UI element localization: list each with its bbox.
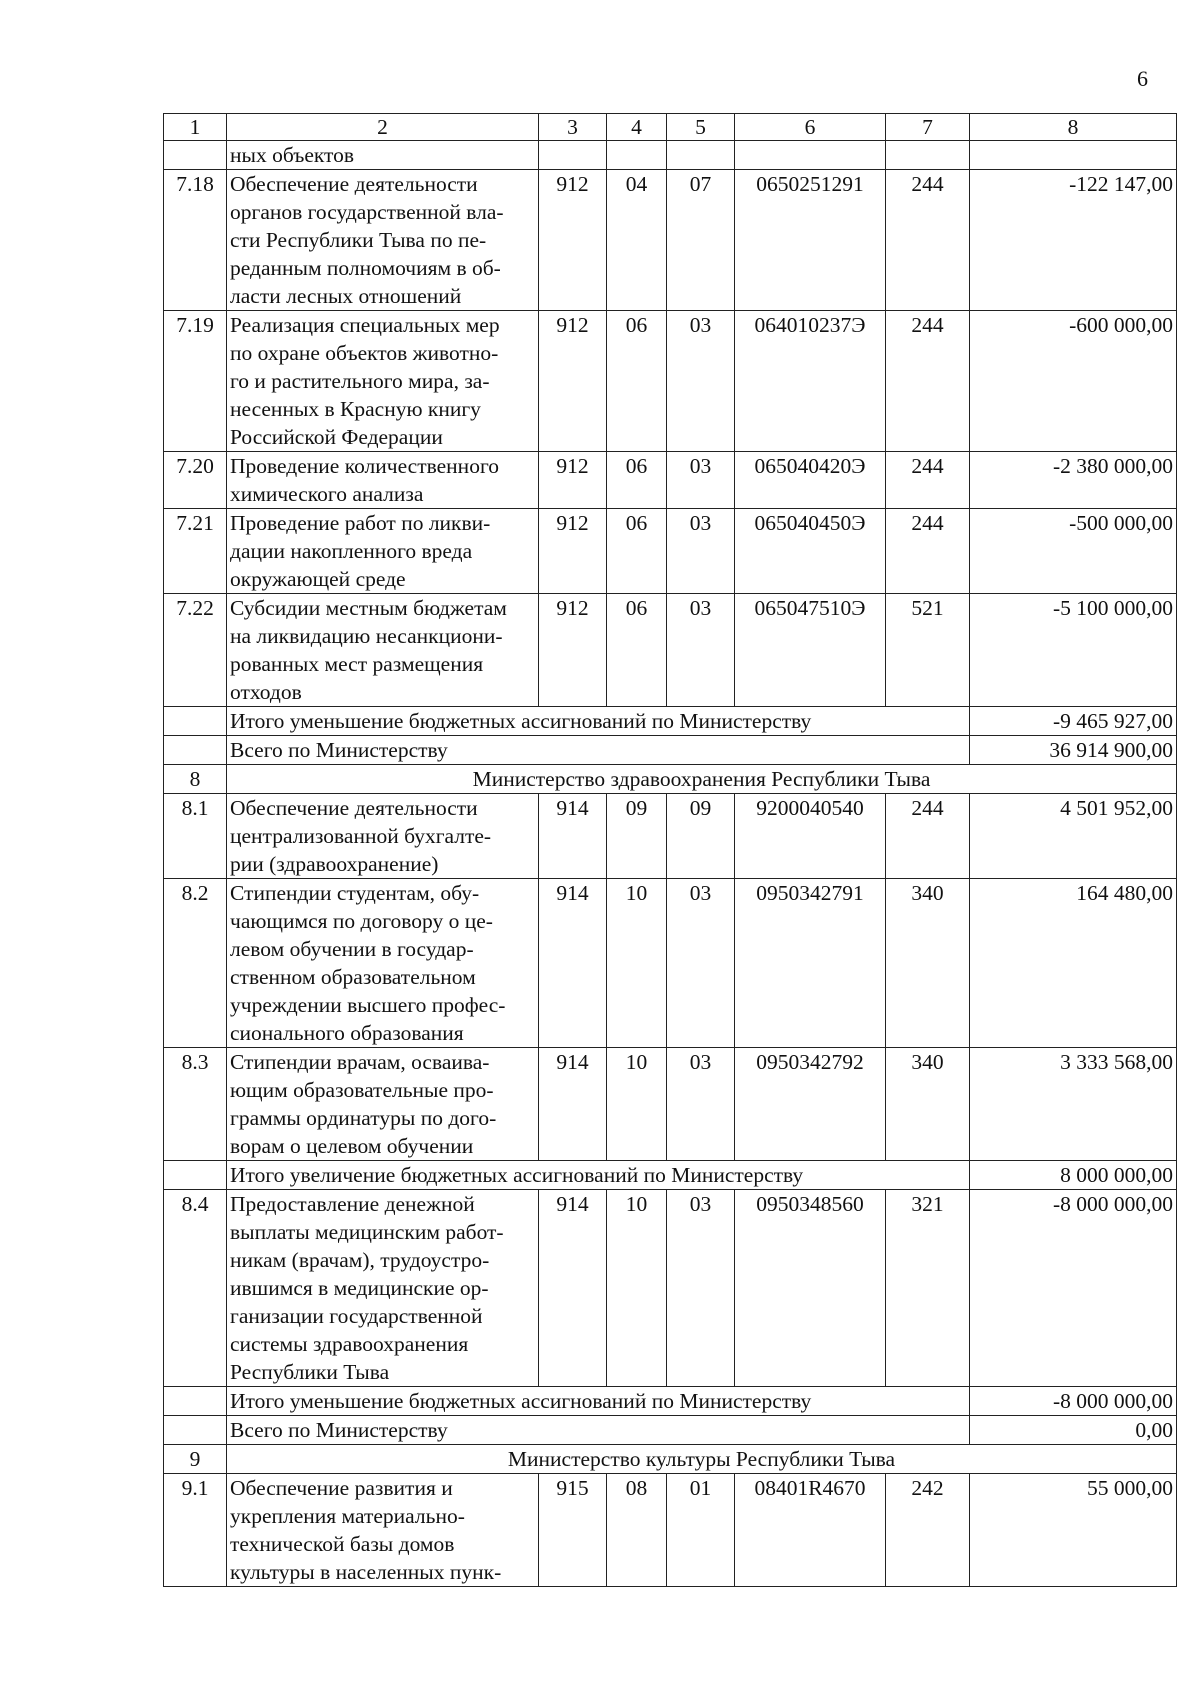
total-label: Итого уменьшение бюджетных ассигнований по Министерству <box>227 1387 970 1416</box>
item-name-line: рованных мест размещения <box>230 652 484 676</box>
item-name <box>227 311 539 452</box>
amount <box>970 141 1177 170</box>
item-name-line: системы здравоохранения <box>230 1332 469 1356</box>
item-name-line: ласти лесных отношений <box>230 284 462 308</box>
item-name-line: укрепления материально- <box>230 1504 465 1528</box>
row-number: 9.1 <box>164 1474 227 1587</box>
row-number <box>164 736 227 765</box>
row-number: 7.20 <box>164 452 227 509</box>
amount: -8 000 000,00 <box>970 1190 1177 1387</box>
target-article-code: 065040450Э <box>735 509 886 594</box>
table-row <box>164 452 1177 509</box>
table-row <box>164 879 1177 1048</box>
item-name-line: чающимся по договору о це- <box>230 909 493 933</box>
section-code: 06 <box>607 452 667 509</box>
section-code: 10 <box>607 1048 667 1161</box>
amount: -600 000,00 <box>970 311 1177 452</box>
item-name <box>227 141 539 170</box>
expense-type-code: 340 <box>886 1048 970 1161</box>
subsection-code: 03 <box>667 1048 735 1161</box>
item-name-line: Проведение работ по ликви- <box>230 511 491 535</box>
row-number: 8.1 <box>164 794 227 879</box>
item-name <box>227 452 539 509</box>
row-number: 8.4 <box>164 1190 227 1387</box>
target-article-code: 065040420Э <box>735 452 886 509</box>
item-name-line: ных объектов <box>230 143 355 167</box>
ministry-title: Министерство здравоохранения Республики Тыва <box>227 765 1177 794</box>
column-header-8: 8 <box>970 114 1177 141</box>
ministry-code: 912 <box>539 509 607 594</box>
ministry-code: 914 <box>539 1190 607 1387</box>
row-number: 7.21 <box>164 509 227 594</box>
total-amount: 36 914 900,00 <box>970 736 1177 765</box>
row-number <box>164 1161 227 1190</box>
item-name-line: технической базы домов <box>230 1532 455 1556</box>
section-code <box>607 141 667 170</box>
expense-type-code: 244 <box>886 311 970 452</box>
row-number <box>164 1416 227 1445</box>
section-code: 09 <box>607 794 667 879</box>
column-header-7: 7 <box>886 114 970 141</box>
total-row <box>164 707 1177 736</box>
item-name <box>227 879 539 1048</box>
item-name <box>227 594 539 707</box>
subsection-code: 03 <box>667 452 735 509</box>
ministry-code: 914 <box>539 879 607 1048</box>
expense-type-code: 242 <box>886 1474 970 1587</box>
target-article-code <box>735 141 886 170</box>
amount: -2 380 000,00 <box>970 452 1177 509</box>
row-number: 7.18 <box>164 170 227 311</box>
total-amount: 0,00 <box>970 1416 1177 1445</box>
item-name-line: го и растительного мира, за- <box>230 369 490 393</box>
item-name-line: сти Республики Тыва по пе- <box>230 228 487 252</box>
target-article-code: 0950342791 <box>735 879 886 1048</box>
item-name-line: ющим образовательные про- <box>230 1078 494 1102</box>
total-amount: -8 000 000,00 <box>970 1387 1177 1416</box>
total-label: Всего по Министерству <box>227 736 970 765</box>
item-name-line: окружающей среде <box>230 567 406 591</box>
section-code: 06 <box>607 509 667 594</box>
subsection-code: 03 <box>667 879 735 1048</box>
item-name-line: Реализация специальных мер <box>230 313 500 337</box>
expense-type-code: 244 <box>886 452 970 509</box>
target-article-code: 0950348560 <box>735 1190 886 1387</box>
item-name-line: Российской Федерации <box>230 425 443 449</box>
item-name <box>227 794 539 879</box>
page-number: 6 <box>1137 66 1148 91</box>
expense-type-code: 521 <box>886 594 970 707</box>
subsection-code: 03 <box>667 594 735 707</box>
target-article-code: 9200040540 <box>735 794 886 879</box>
item-name-line: рии (здравоохранение) <box>230 852 439 876</box>
item-name-line: отходов <box>230 680 302 704</box>
continuation-row <box>164 141 1177 170</box>
item-name-line: на ликвидацию несанкциони- <box>230 624 503 648</box>
item-name-line: сионального образования <box>230 1021 464 1045</box>
ministry-code: 914 <box>539 794 607 879</box>
total-amount: 8 000 000,00 <box>970 1161 1177 1190</box>
item-name-line: Стипендии врачам, осваива- <box>230 1050 490 1074</box>
total-row <box>164 1416 1177 1445</box>
column-header-6: 6 <box>735 114 886 141</box>
expense-type-code: 321 <box>886 1190 970 1387</box>
amount: 55 000,00 <box>970 1474 1177 1587</box>
row-number: 8.2 <box>164 879 227 1048</box>
item-name-line: никам (врачам), трудоустро- <box>230 1248 490 1272</box>
total-label: Итого увеличение бюджетных ассигнований по Министерству <box>227 1161 970 1190</box>
ministry-row <box>164 765 1177 794</box>
item-name-line: выплаты медицинским работ- <box>230 1220 504 1244</box>
item-name-line: химического анализа <box>230 482 424 506</box>
expense-type-code: 244 <box>886 170 970 311</box>
item-name-line: граммы ординатуры по дого- <box>230 1106 497 1130</box>
amount: 164 480,00 <box>970 879 1177 1048</box>
ministry-code: 912 <box>539 594 607 707</box>
item-name-line: ственном образовательном <box>230 965 476 989</box>
item-name-line: учреждении высшего профес- <box>230 993 506 1017</box>
subsection-code: 07 <box>667 170 735 311</box>
expense-type-code: 340 <box>886 879 970 1048</box>
total-row <box>164 1161 1177 1190</box>
row-number: 8.3 <box>164 1048 227 1161</box>
section-code: 06 <box>607 594 667 707</box>
budget-table <box>163 113 1177 1587</box>
item-name-line: дации накопленного вреда <box>230 539 473 563</box>
item-name-line: Субсидии местным бюджетам <box>230 596 507 620</box>
expense-type-code: 244 <box>886 794 970 879</box>
item-name-line: Республики Тыва <box>230 1360 390 1384</box>
total-amount: -9 465 927,00 <box>970 707 1177 736</box>
item-name-line: Обеспечение деятельности <box>230 172 478 196</box>
column-header-4: 4 <box>607 114 667 141</box>
row-number <box>164 1387 227 1416</box>
subsection-code: 09 <box>667 794 735 879</box>
item-name-line: культуры в населенных пунк- <box>230 1560 502 1584</box>
section-code: 10 <box>607 1190 667 1387</box>
ministry-code <box>539 141 607 170</box>
amount: 3 333 568,00 <box>970 1048 1177 1161</box>
section-code: 10 <box>607 879 667 1048</box>
ministry-code: 915 <box>539 1474 607 1587</box>
ministry-row <box>164 1445 1177 1474</box>
subsection-code: 03 <box>667 311 735 452</box>
target-article-code: 0650251291 <box>735 170 886 311</box>
ministry-code: 912 <box>539 170 607 311</box>
ministry-code: 912 <box>539 311 607 452</box>
row-number: 7.22 <box>164 594 227 707</box>
amount: -122 147,00 <box>970 170 1177 311</box>
column-header-5: 5 <box>667 114 735 141</box>
amount: 4 501 952,00 <box>970 794 1177 879</box>
target-article-code: 065047510Э <box>735 594 886 707</box>
item-name-line: реданным полномочиям в об- <box>230 256 501 280</box>
subsection-code: 01 <box>667 1474 735 1587</box>
row-number <box>164 707 227 736</box>
item-name-line: Стипендии студентам, обу- <box>230 881 480 905</box>
row-number: 7.19 <box>164 311 227 452</box>
total-label: Итого уменьшение бюджетных ассигнований по Министерству <box>227 707 970 736</box>
subsection-code <box>667 141 735 170</box>
ministry-code: 912 <box>539 452 607 509</box>
item-name-line: ганизации государственной <box>230 1304 483 1328</box>
item-name-line: Проведение количественного <box>230 454 499 478</box>
amount: -5 100 000,00 <box>970 594 1177 707</box>
item-name-line: Предоставление денежной <box>230 1192 475 1216</box>
item-name-line: Обеспечение развития и <box>230 1476 453 1500</box>
row-number <box>164 141 227 170</box>
item-name-line: органов государственной вла- <box>230 200 504 224</box>
target-article-code: 064010237Э <box>735 311 886 452</box>
section-code: 04 <box>607 170 667 311</box>
item-name-line: несенных в Красную книгу <box>230 397 481 421</box>
table-row <box>164 170 1177 311</box>
item-name-line: левом обучении в государ- <box>230 937 474 961</box>
item-name <box>227 509 539 594</box>
table-row <box>164 794 1177 879</box>
table-row <box>164 311 1177 452</box>
table-row <box>164 594 1177 707</box>
target-article-code: 0950342792 <box>735 1048 886 1161</box>
item-name-line: по охране объектов животно- <box>230 341 499 365</box>
ministry-number: 9 <box>164 1445 227 1474</box>
total-label: Всего по Министерству <box>227 1416 970 1445</box>
column-header-1: 1 <box>164 114 227 141</box>
expense-type-code: 244 <box>886 509 970 594</box>
expense-type-code <box>886 141 970 170</box>
ministry-title: Министерство культуры Республики Тыва <box>227 1445 1177 1474</box>
item-name-line: ворам о целевом обучении <box>230 1134 474 1158</box>
item-name <box>227 1190 539 1387</box>
target-article-code: 08401R4670 <box>735 1474 886 1587</box>
item-name <box>227 1474 539 1587</box>
table-row <box>164 1048 1177 1161</box>
table-header-row <box>164 114 1177 141</box>
total-row <box>164 1387 1177 1416</box>
table-row <box>164 1190 1177 1387</box>
subsection-code: 03 <box>667 1190 735 1387</box>
total-row <box>164 736 1177 765</box>
item-name-line: ившимся в медицинские ор- <box>230 1276 489 1300</box>
section-code: 06 <box>607 311 667 452</box>
subsection-code: 03 <box>667 509 735 594</box>
item-name-line: Обеспечение деятельности <box>230 796 478 820</box>
item-name <box>227 1048 539 1161</box>
table-row <box>164 509 1177 594</box>
column-header-3: 3 <box>539 114 607 141</box>
ministry-code: 914 <box>539 1048 607 1161</box>
item-name-line: централизованной бухгалте- <box>230 824 492 848</box>
amount: -500 000,00 <box>970 509 1177 594</box>
table-row <box>164 1474 1177 1587</box>
item-name <box>227 170 539 311</box>
column-header-2: 2 <box>227 114 539 141</box>
ministry-number: 8 <box>164 765 227 794</box>
section-code: 08 <box>607 1474 667 1587</box>
